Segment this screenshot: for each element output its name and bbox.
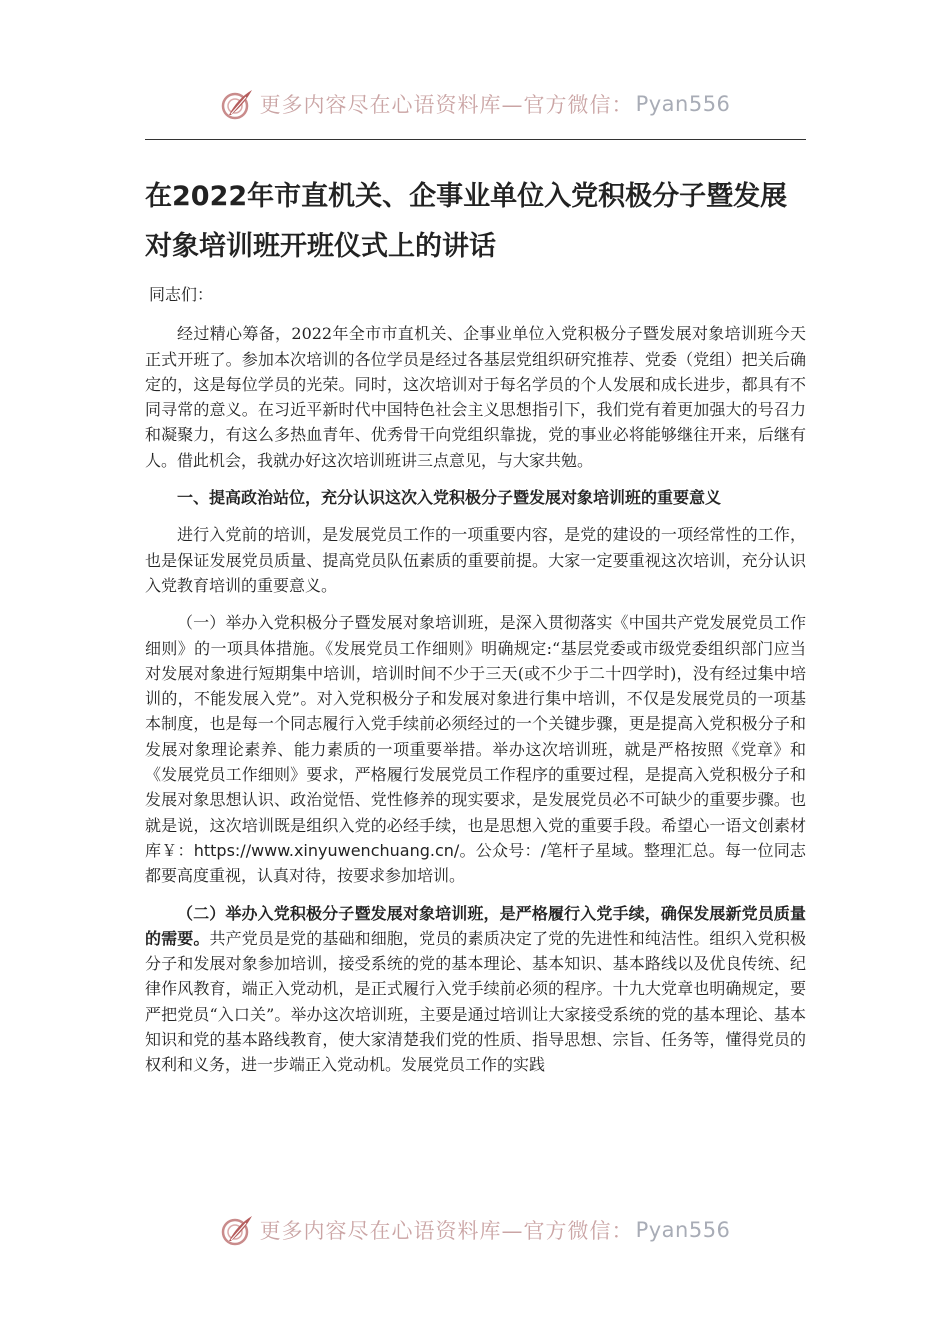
paragraph-3-tail: 。公众号：/笔杆子星域。整理汇总。每一位同志都要高度重视，认真对待，按要求参加培训。 (145, 840, 806, 886)
watermark-text: 更多内容尽在心语资料库—官方微信： (259, 1219, 634, 1243)
quill-logo-icon (220, 87, 254, 121)
source-url-link[interactable]: https://www.xinyuwenchuang.cn/ (193, 840, 460, 860)
salutation: 同志们： (149, 285, 214, 304)
watermark-text: 更多内容尽在心语资料库—官方微信： (259, 93, 634, 117)
watermark-wechat-id: Pyan556 (635, 1218, 731, 1242)
watermark-banner-bottom (0, 1210, 950, 1250)
paragraph-4 (145, 901, 806, 1078)
watermark-banner-top (0, 84, 950, 124)
watermark-wechat-id: Pyan556 (635, 92, 731, 116)
document-title: 在2022年市直机关、企事业单位入党积极分子暨发展对象培训班开班仪式上的讲话 (145, 181, 788, 262)
header-divider (145, 139, 806, 140)
paragraph-3-text: （一）举办入党积极分子暨发展对象培训班，是深入贯彻落实《中国共产党发展党员工作细则》的一项具体措施。《发展党员工作细则》明确规定:“基层党委或市级党委组织部门应当对发展对象进行短期集中培训，培训时间不少于三天(或不少于二十四学时)，没有经过集中培训的，不能发展入党”。对入党积极分子和发展对象进行集中培训，不仅是发展党员的一项基本制度，也是每一个同志履行入党手续前必须经过的一个关键步骤，更是提高入党积极分子和发展对象理论素养、能力素质的一项重要举措。举办这次培训班，就是严格按照《党章》和《发展党员工作细则》要求，严格履行发展党员工作程序的重要过程，是提高入党积极分子和发展对象思想认识、政治觉悟、党性修养的现实要求，是发展党员必不可缺少的重要步骤。也就是说，这次培训既是组织入党的必经手续，也是思想入党的重要手段。希望心一语文创素材库￥： (145, 613, 806, 860)
quill-logo-icon (220, 1213, 254, 1247)
document-body (145, 282, 806, 1090)
paragraph-4-lead: （二）举办入党积极分子暨发展对象培训班，是严格履行入党手续，确保发展新党员质量的需要。 (145, 903, 806, 948)
paragraph-2: 进行入党前的培训，是发展党员工作的一项重要内容，是党的建设的一项经常性的工作，也是保证发展党员质量、提高党员队伍素质的重要前提。大家一定要重视这次培训，充分认识入党教育培训的重要意义。 (145, 525, 806, 595)
paragraph-4-text: 共产党员是党的基础和细胞，党员的素质决定了党的先进性和纯洁性。组织入党积极分子和发展对象参加培训，接受系统的党的基本理论、基本知识、基本路线以及优良传统、纪律作风教育，端正入党动机，是正式履行入党手续前必须的程序。十九大党章也明确规定，要严把党员“入口关”。举办这次培训班，主要是通过培训让大家接受系统的党的基本理论、基本知识和党的基本路线教育，使大家清楚我们党的性质、指导思想、宗旨、任务等，懂得党员的权利和义务，进一步端正入党动机。发展党员工作的实践 (145, 928, 806, 1075)
paragraph-3 (145, 610, 806, 888)
paragraph-intro: 经过精心筹备，2022年全市市直机关、企事业单位入党积极分子暨发展对象培训班今天正式开班了。参加本次培训的各位学员是经过各基层党组织研究推荐、党委（党组）把关后确定的，这是每位学员的光荣。同时，这次培训对于每名学员的个人发展和成长进步，都具有不同寻常的意义。在习近平新时代中国特色社会主义思想指引下，我们党有着更加强大的号召力和凝聚力，有这么多热血青年、优秀骨干向党组织靠拢，党的事业必将能够继往开来，后继有人。借此机会，我就办好这次培训班讲三点意见，与大家共勉。 (145, 324, 806, 470)
section-heading-1: 一、提高政治站位，充分认识这次入党积极分子暨发展对象培训班的重要意义 (177, 488, 722, 508)
